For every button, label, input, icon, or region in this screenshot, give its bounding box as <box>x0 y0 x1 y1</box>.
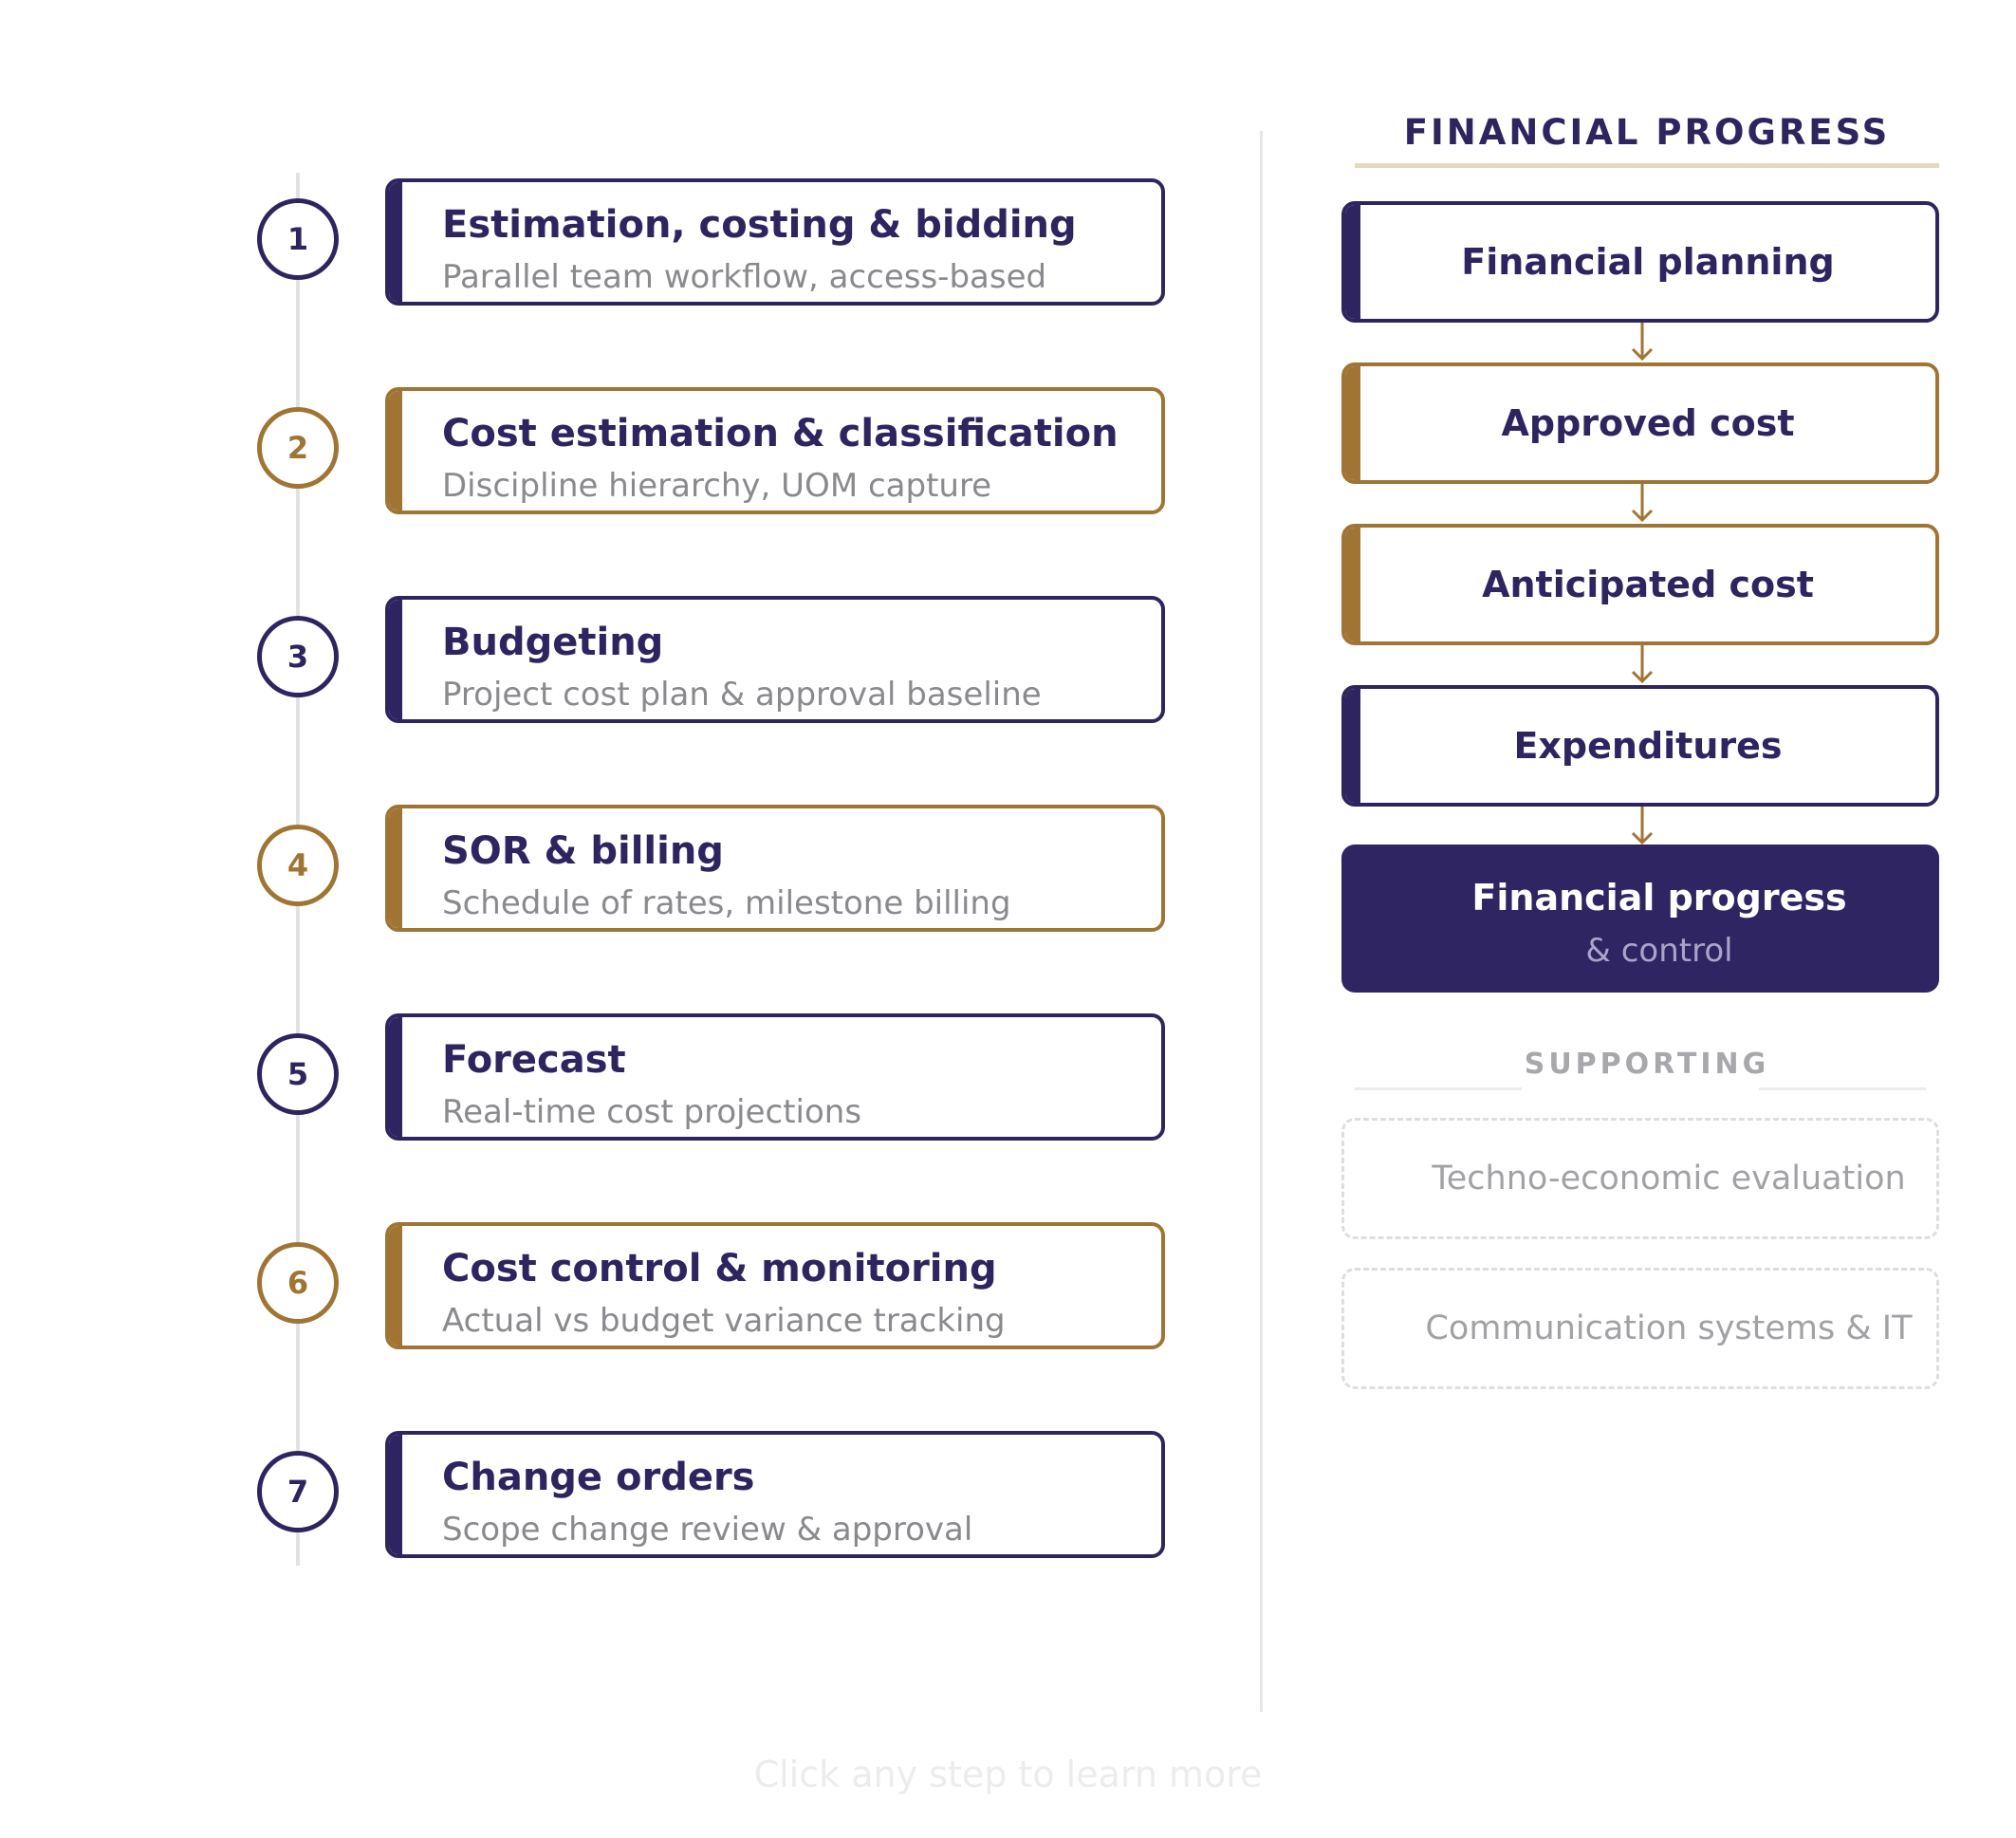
stage-approved-cost[interactable] <box>1341 362 1939 484</box>
stage-label: Financial planning <box>1461 241 1835 283</box>
step-accent-bar <box>389 600 402 719</box>
step-title: Forecast <box>442 1038 626 1082</box>
stage-label: Approved cost <box>1501 402 1795 444</box>
step-description: Discipline hierarchy, UOM capture <box>442 467 992 505</box>
arrow-down-icon <box>1628 323 1656 362</box>
step-accent-bar <box>389 1017 402 1137</box>
stage-accent-bar <box>1345 689 1360 803</box>
step-number-1[interactable]: 1 <box>257 198 339 280</box>
final-stage-subtitle: & control <box>1585 932 1733 970</box>
supporting-label: Techno-economic evaluation <box>1432 1160 1906 1197</box>
step-description: Actual vs budget variance tracking <box>442 1302 1006 1340</box>
stage-accent-bar <box>1345 528 1360 641</box>
step-description: Project cost plan & approval baseline <box>442 676 1042 714</box>
step-card-cost-control[interactable] <box>385 1222 1165 1349</box>
step-description: Real-time cost projections <box>442 1093 862 1131</box>
step-card-estimation[interactable] <box>385 178 1165 306</box>
step-card-forecast[interactable] <box>385 1013 1165 1141</box>
stage-label: Expenditures <box>1513 725 1783 767</box>
arrow-down-icon <box>1628 807 1656 846</box>
step-accent-bar <box>389 808 402 928</box>
supporting-rule-left <box>1355 1087 1522 1090</box>
step-title: Budgeting <box>442 621 664 664</box>
step-description: Scope change review & approval <box>442 1511 973 1549</box>
step-description: Parallel team workflow, access-based <box>442 258 1047 296</box>
heading-underline <box>1355 163 1939 168</box>
footer-hint: Click any step to learn more <box>753 1754 1263 1795</box>
stage-label: Anticipated cost <box>1482 564 1814 605</box>
final-stage-title: Financial progress <box>1471 877 1847 919</box>
step-description: Schedule of rates, milestone billing <box>442 884 1011 922</box>
step-card-sor-billing[interactable] <box>385 805 1165 932</box>
arrow-down-icon <box>1628 484 1656 524</box>
step-accent-bar <box>389 391 402 511</box>
step-card-cost-estimation[interactable] <box>385 387 1165 514</box>
supporting-heading: SUPPORTING <box>1524 1048 1770 1081</box>
step-number-5[interactable]: 5 <box>257 1033 339 1115</box>
step-title: Change orders <box>442 1456 755 1499</box>
step-card-budgeting[interactable] <box>385 596 1165 723</box>
step-title: Cost control & monitoring <box>442 1247 997 1290</box>
stage-financial-planning[interactable] <box>1341 201 1939 323</box>
step-accent-bar <box>389 1435 402 1554</box>
step-number-6[interactable]: 6 <box>257 1242 339 1324</box>
step-number-2[interactable]: 2 <box>257 407 339 489</box>
step-accent-bar <box>389 182 402 302</box>
step-accent-bar <box>389 1226 402 1346</box>
supporting-rule-right <box>1759 1087 1926 1090</box>
stage-anticipated-cost[interactable] <box>1341 524 1939 645</box>
supporting-item-techno-economic[interactable] <box>1341 1118 1939 1239</box>
step-title: SOR & billing <box>442 829 724 873</box>
arrow-down-icon <box>1628 645 1656 685</box>
supporting-label: Communication systems & IT <box>1425 1309 1913 1347</box>
stage-accent-bar <box>1345 205 1360 319</box>
step-number-7[interactable]: 7 <box>257 1451 339 1532</box>
column-divider <box>1260 131 1263 1712</box>
financial-progress-heading: FINANCIAL PROGRESS <box>1403 112 1891 153</box>
stage-accent-bar <box>1345 366 1360 480</box>
step-title: Cost estimation & classification <box>442 412 1119 455</box>
step-card-change-orders[interactable] <box>385 1431 1165 1558</box>
stage-financial-progress-control[interactable] <box>1341 845 1939 993</box>
supporting-item-communication[interactable] <box>1341 1268 1939 1389</box>
step-title: Estimation, costing & bidding <box>442 203 1077 247</box>
step-number-3[interactable]: 3 <box>257 616 339 697</box>
step-number-4[interactable]: 4 <box>257 825 339 906</box>
stage-expenditures[interactable] <box>1341 685 1939 807</box>
